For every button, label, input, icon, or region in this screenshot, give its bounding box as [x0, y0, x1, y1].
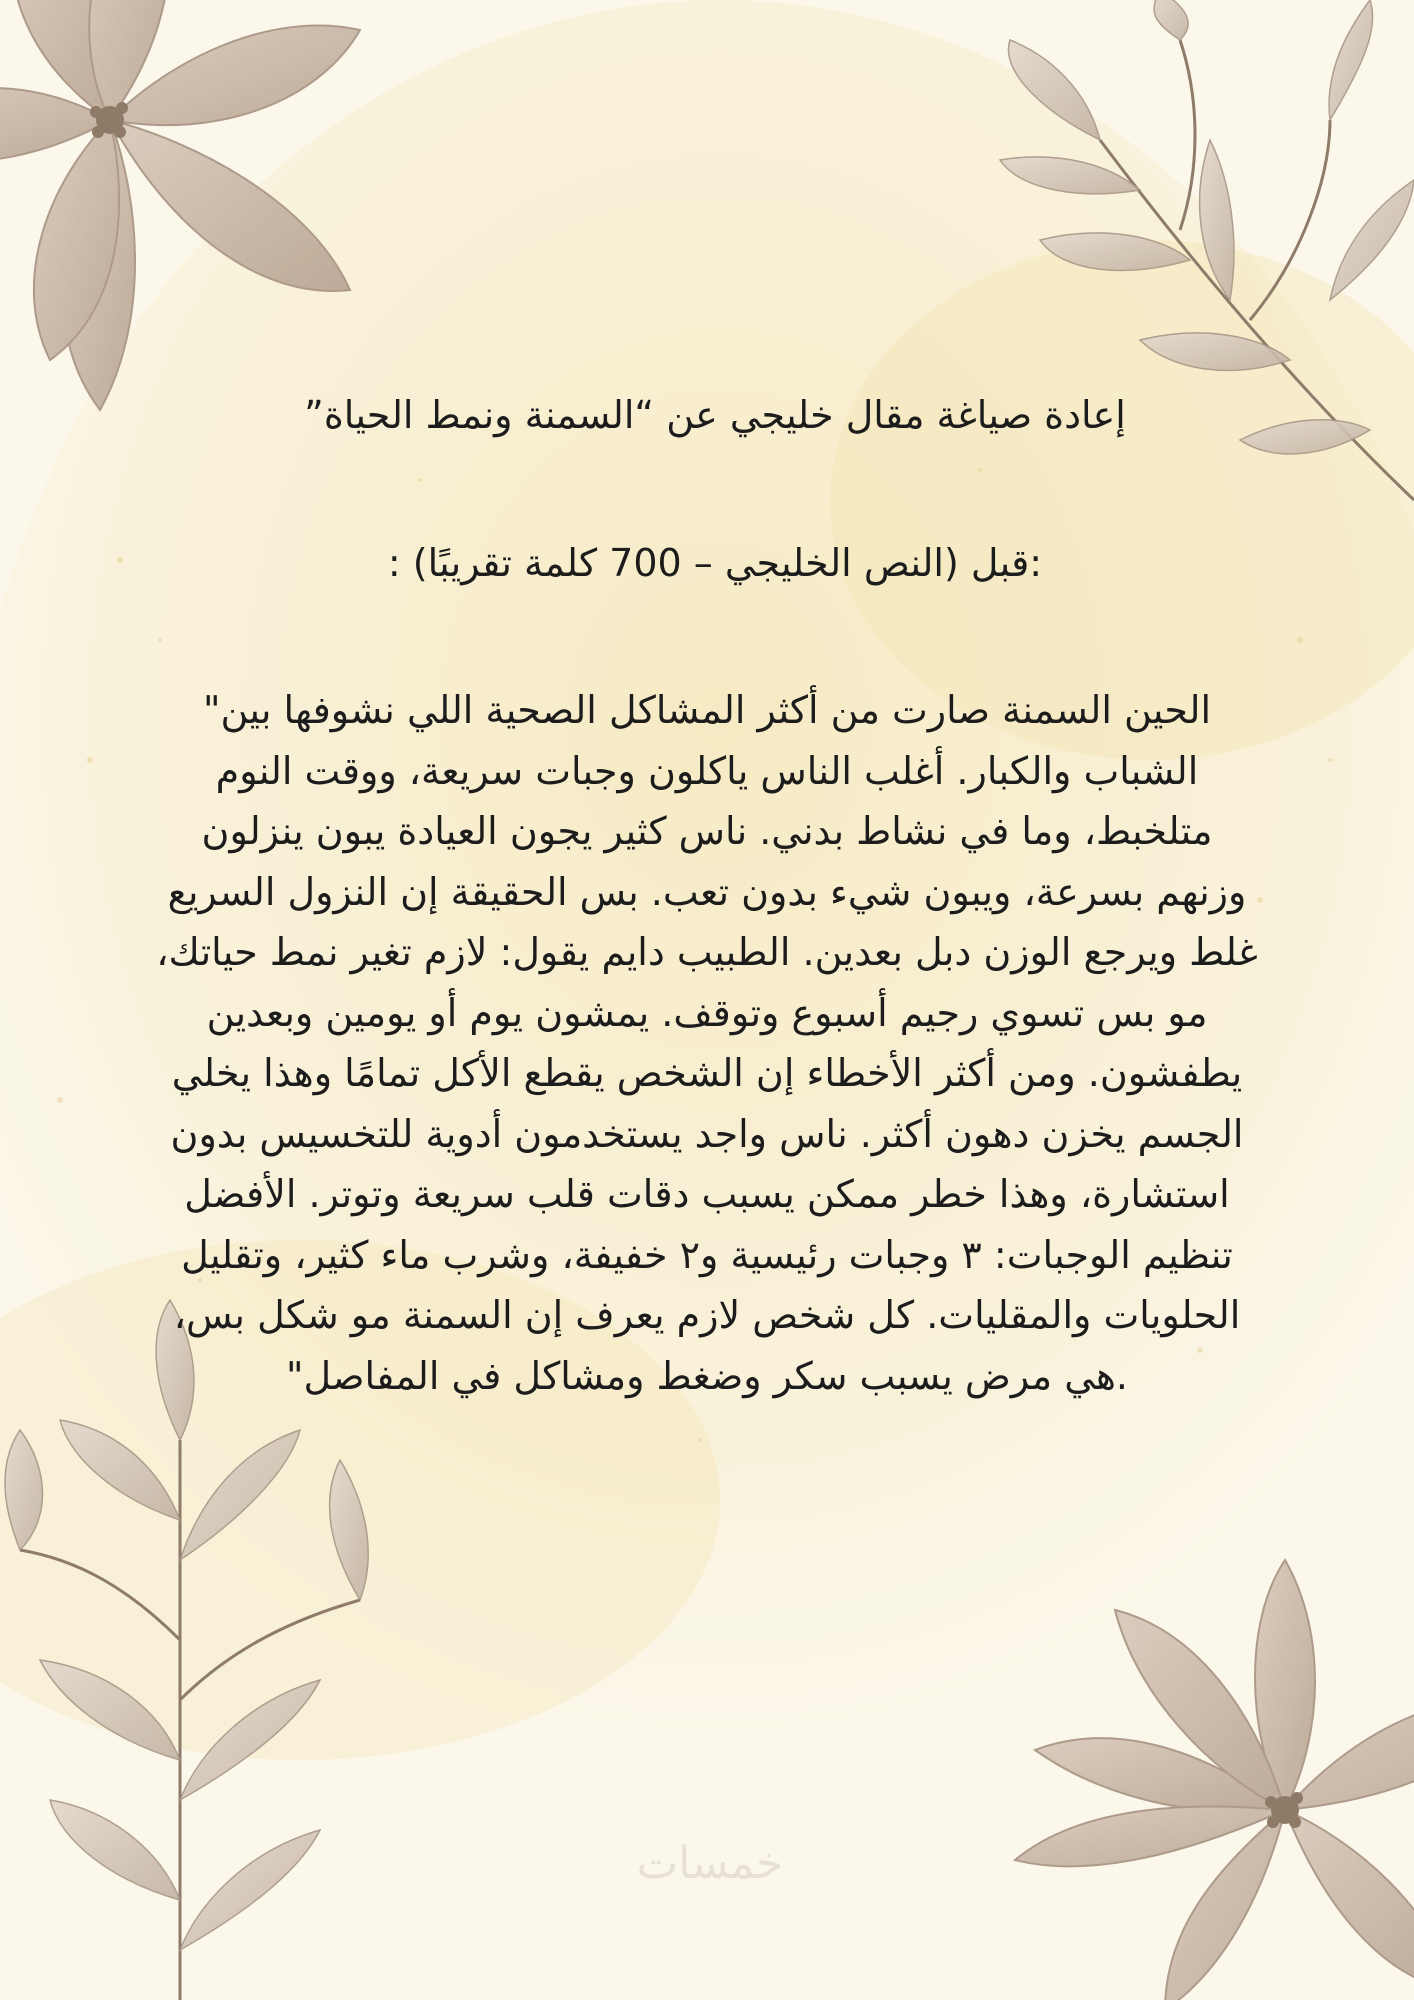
document-subtitle: :قبل (النص الخليجي – 700 كلمة تقريبًا) :	[387, 541, 1043, 585]
watermark: خمسات	[636, 1838, 784, 1889]
body-line: تنظيم الوجبات: ٣ وجبات رئيسية و٢ خفيفة، وشرب ماء كثير، وتقليل	[181, 1232, 1233, 1277]
body-line: الحين السمنة صارت من أكثر المشاكل الصحية اللي نشوفها بين"	[202, 688, 1212, 732]
body-line: وزنهم بسرعة، ويبون شيء بدون تعب. بس الحقيقة إن النزول السريع	[167, 869, 1247, 914]
body-line: متلخبط، وما في نشاط بدني. ناس كثير يجون العيادة يبون ينزلون	[201, 809, 1213, 853]
body-line: يطفشون. ومن أكثر الأخطاء إن الشخص يقطع الأكل تمامًا وهذا يخلي	[171, 1051, 1243, 1095]
document-body	[14, 680, 1400, 1406]
body-line: استشارة، وهذا خطر ممكن يسبب دقات قلب سريعة وتوتر. الأفضل	[184, 1172, 1230, 1216]
body-line: الجسم يخزن دهون أكثر. ناس واجد يستخدمون أدوية للتخسيس بدون	[170, 1111, 1244, 1156]
body-line: غلط ويرجع الوزن دبل بعدين. الطبيب دايم يقول: لازم تغير نمط حياتك،	[156, 930, 1258, 974]
body-line: .هي مرض يسبب سكر وضغط ومشاكل في المفاصل"	[286, 1353, 1128, 1398]
body-line: مو بس تسوي رجيم أسبوع وتوقف. يمشون يوم أو يومين وبعدين	[206, 990, 1208, 1035]
document-title: إعادة صياغة مقال خليجي عن “السمنة ونمط الحياة”	[304, 393, 1126, 437]
body-line: الشباب والكبار. أغلب الناس ياكلون وجبات سريعة، ووقت النوم	[215, 748, 1199, 793]
body-line: الحلويات والمقليات. كل شخص لازم يعرف إن السمنة مو شكل بس،	[173, 1293, 1241, 1337]
